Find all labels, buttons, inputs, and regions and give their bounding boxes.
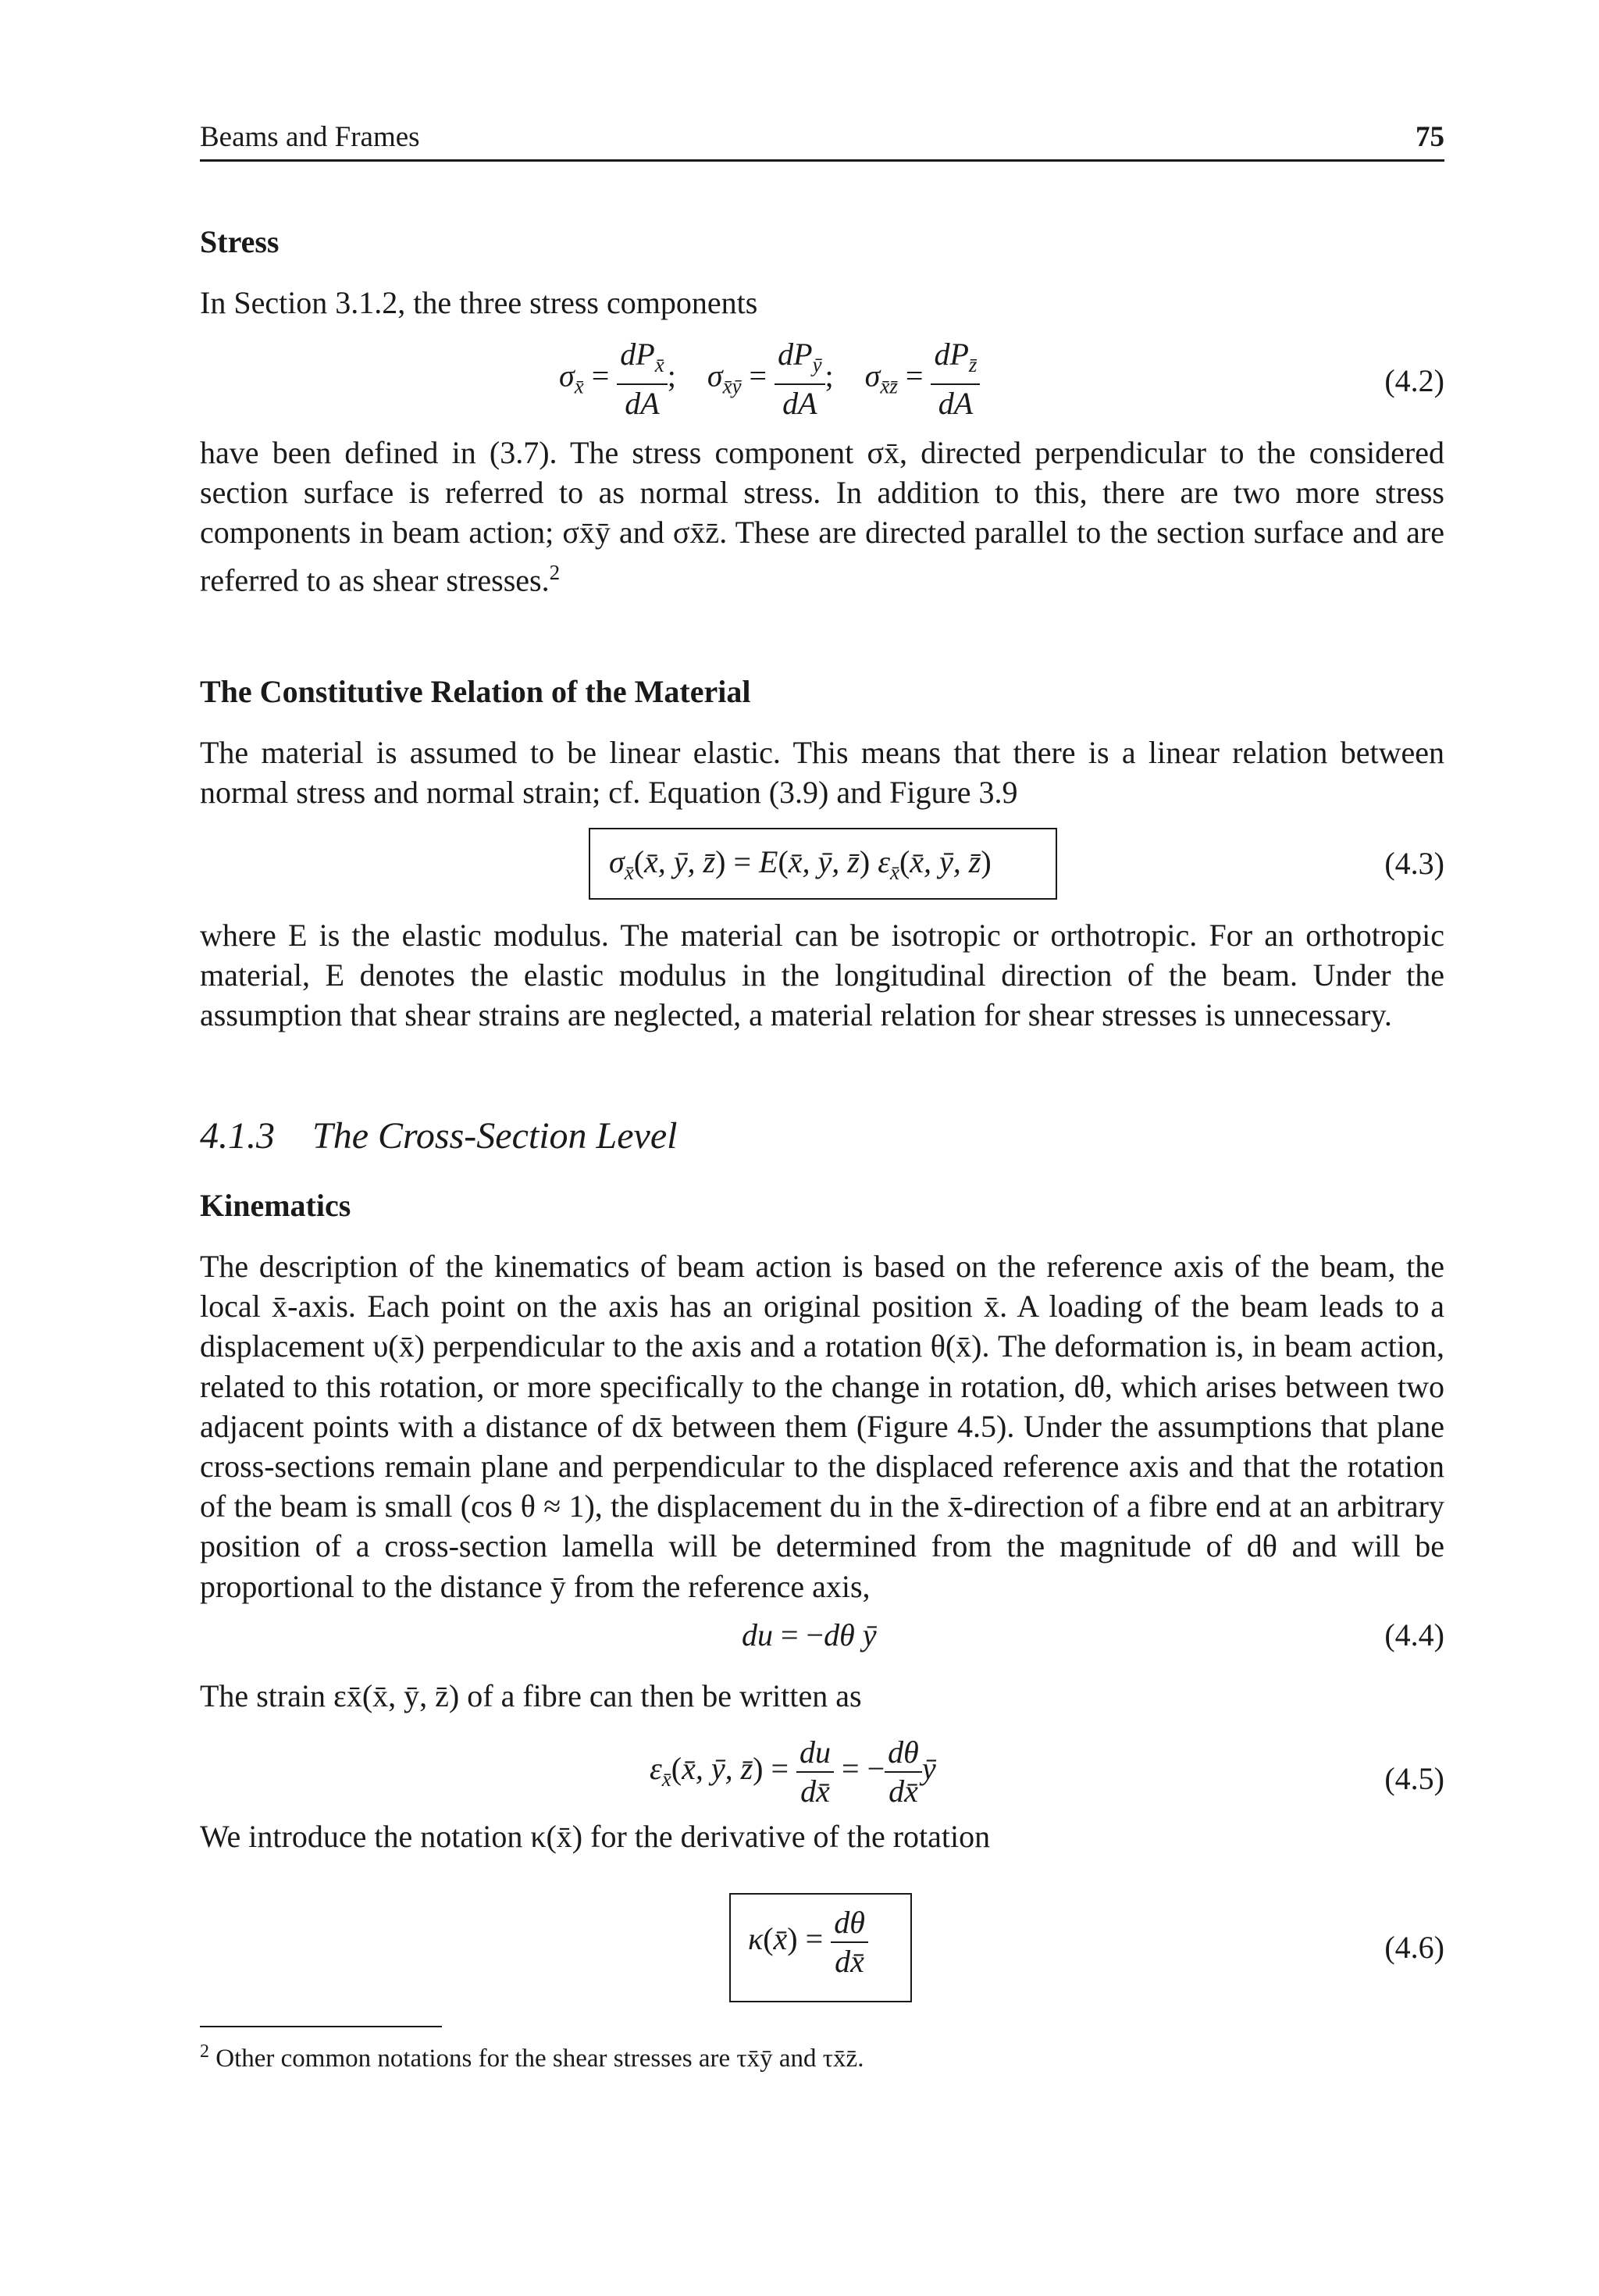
- footnote: [200, 2035, 864, 2075]
- equation-number-4-4: (4.4): [1384, 1617, 1444, 1652]
- stress-paragraph: [200, 433, 1444, 600]
- kinematics-heading: Kinematics: [200, 1188, 351, 1223]
- kinematics-paragraph: The description of the kinematics of beam action is based on the reference axis of the beam, the local x̄-axis. Each point on the axis has an original position x̄. A loading of the beam leads to a displacement υ(x̄) perpendicular to the axis and a rotation θ(x̄). The deformation is, in beam action, related to this rotation, or more specifically to the change in rotation, dθ, which arises between two adjacent points with a distance of dx̄ between them (Figure 4.5). Under the assumptions that plane cross-sections remain plane and perpendicular to the displaced reference axis and that the rotation of the beam is small (cos θ ≈ 1), the displacement du in the x̄-direction of a fibre end at an arbitrary position of a cross-section lamella will be determined from the magnitude of dθ and will be proportional to the distance ȳ from the reference axis,: [200, 1249, 1444, 1604]
- stress-heading: Stress: [200, 224, 280, 259]
- constitutive-paragraph: where E is the elastic modulus. The material can be isotropic or orthotropic. For an orthotropic material, E denotes the elastic modulus in the longitudinal direction of the beam. Under the assumption that shear strains are neglected, a material relation for shear stresses is unnecessary.: [200, 918, 1444, 1033]
- equation-4-5-body: $\varepsilon_{x̄}(x̄$, ȳ, z̄) = $\frac{du}{dx̄}$ = − $\frac{d\theta}{dx̄}$ ȳ: [650, 1734, 936, 1809]
- equation-4-4: [200, 1617, 1444, 1660]
- page-header: [200, 117, 1444, 162]
- equation-4-3-box: [589, 828, 1057, 900]
- stress-paragraph-text: have been defined in (3.7). The stress component σx̄, directed perpendicular to the considered section surface is referred to as normal stress. In addition to this, there are two more stress components in beam action; σx̄ȳ and σx̄z̄. These are directed parallel to the section surface and are referred to as shear stresses.: [200, 435, 1444, 597]
- section-heading: [200, 1112, 1444, 1160]
- strain-intro: The strain εx̄(x̄, ȳ, z̄) of a fibre can then be written as: [200, 1678, 862, 1713]
- constitutive-heading: The Constitutive Relation of the Material: [200, 674, 751, 709]
- equation-4-4-body: du = −dθ ȳ: [742, 1617, 877, 1652]
- equation-4-2: [200, 336, 1444, 422]
- equation-4-6: [200, 1893, 1444, 2002]
- equation-4-6-box: [729, 1893, 912, 2002]
- footnote-text: Other common notations for the shear stresses are τx̄ȳ and τx̄z̄.: [215, 2045, 864, 2073]
- footnote-ref: 2: [549, 560, 561, 584]
- equation-4-5: [200, 1734, 1444, 1820]
- section-number: 4.1.3: [200, 1115, 275, 1157]
- equation-4-3-body: $\sigma_{x̄}(x̄$, ȳ, z̄) = E(x̄, ȳ, z̄) $\varepsilon_{x̄}(x̄$, ȳ, z̄): [609, 844, 992, 884]
- constitutive-intro: The material is assumed to be linear elastic. This means that there is a linear relation between normal stress and normal strain; cf. Equation (3.9) and Figure 3.9: [200, 735, 1444, 811]
- equation-4-6-body: κ(x̄) = $\frac{d\theta}{dx̄}$: [748, 1904, 868, 1980]
- equation-4-2-body: $\sigma_{x̄}$ = $\frac{dP_{x̄}}{dA}$ ; $\sigma_{x̄ȳ}$ = $\frac{dP_ȳ}{dA}$ ; $\sigma_{x̄z̄}$ = $\frac{dP_{z̄}}{dA}$: [559, 336, 980, 422]
- stress-intro: In Section 3.1.2, the three stress components: [200, 285, 758, 320]
- equation-4-3: [200, 828, 1444, 901]
- equation-number-4-2: (4.2): [1384, 363, 1444, 398]
- equation-number-4-6: (4.6): [1384, 1930, 1444, 1965]
- equation-number-4-5: (4.5): [1384, 1761, 1444, 1796]
- notation-intro: We introduce the notation κ(x̄) for the derivative of the rotation: [200, 1819, 991, 1854]
- equation-number-4-3: (4.3): [1384, 846, 1444, 881]
- running-title: Beams and Frames: [200, 121, 420, 153]
- page-number: 75: [1416, 121, 1444, 153]
- footnote-rule: [200, 2026, 442, 2027]
- footnote-marker: 2: [200, 2041, 209, 2062]
- section-title: The Cross-Section Level: [312, 1115, 678, 1157]
